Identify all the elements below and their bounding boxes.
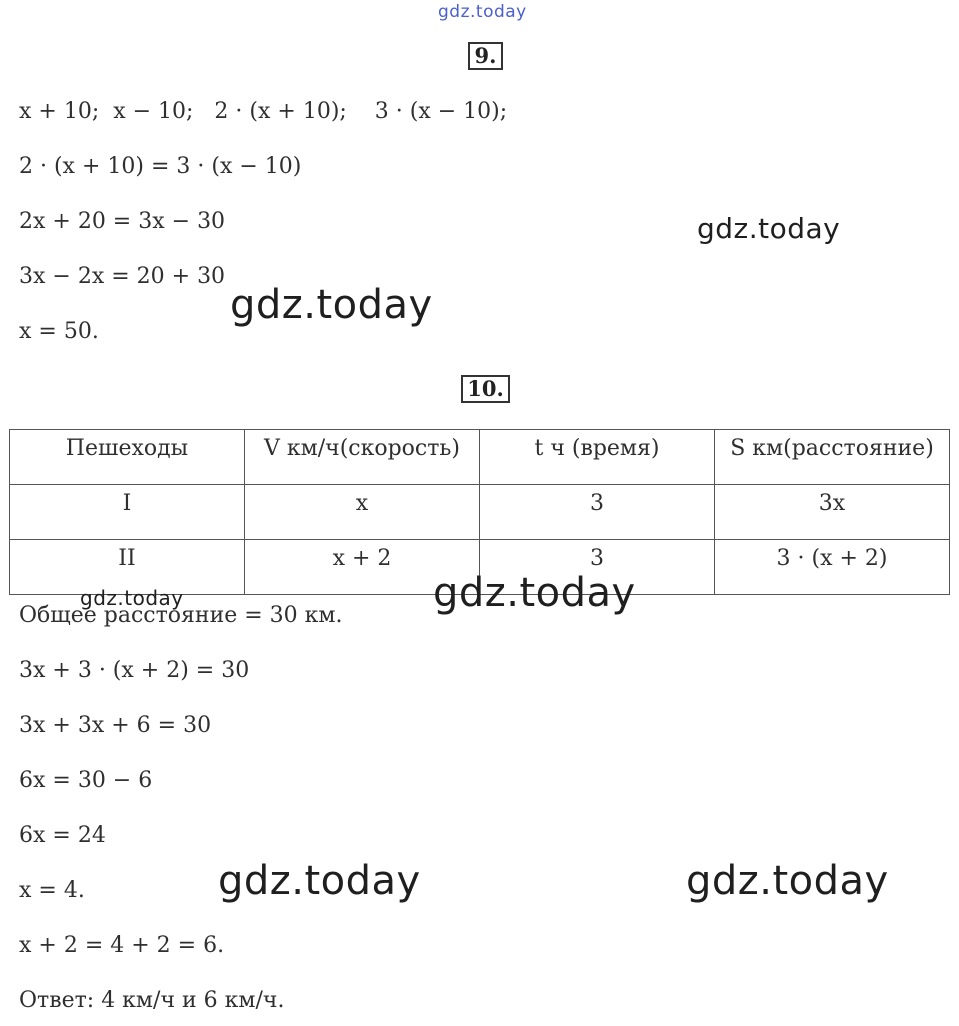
task-10-line-1: Общее расстояние = 30 км. — [19, 603, 343, 628]
watermark-3: gdz.today — [80, 586, 184, 610]
watermark-6: gdz.today — [686, 858, 889, 904]
table-cell: 3 — [480, 485, 715, 540]
watermark-2: gdz.today — [230, 282, 433, 328]
task-9-line-3: 2x + 20 = 3x − 30 — [19, 209, 226, 234]
table-cell: x — [245, 485, 480, 540]
task-10-answer: Ответ: 4 км/ч и 6 км/ч. — [19, 988, 285, 1013]
task-9-line-4: 3x − 2x = 20 + 30 — [19, 264, 226, 289]
table-cell: 3 · (x + 2) — [715, 540, 950, 595]
task-10-line-4: 6x = 30 − 6 — [19, 768, 153, 793]
watermark-4: gdz.today — [433, 570, 636, 616]
table-cell: II — [10, 540, 245, 595]
task-10-line-7: x + 2 = 4 + 2 = 6. — [19, 933, 225, 958]
watermark-1: gdz.today — [697, 212, 841, 245]
table-header-row — [10, 430, 950, 485]
task-9-line-1: x + 10; x − 10; 2 · (x + 10); 3 · (x − 10); — [19, 99, 508, 124]
task-10-line-5: 6x = 24 — [19, 823, 106, 848]
table-header-cell: t ч (время) — [480, 430, 715, 485]
table-header-cell: S км(расстояние) — [715, 430, 950, 485]
table-cell: 3x — [715, 485, 950, 540]
watermark-5: gdz.today — [218, 858, 421, 904]
task-9-line-2: 2 · (x + 10) = 3 · (x − 10) — [19, 154, 302, 179]
table-cell: 3 — [480, 540, 715, 595]
table-cell: x + 2 — [245, 540, 480, 595]
watermark-top: gdz.today — [438, 2, 527, 22]
task-10-line-6: x = 4. — [19, 878, 85, 903]
task-9-line-5: x = 50. — [19, 319, 99, 344]
table-header-cell: V км/ч(скорость) — [245, 430, 480, 485]
task-9-number: 9. — [468, 42, 503, 70]
table-header-cell: Пешеходы — [10, 430, 245, 485]
task-10-line-3: 3x + 3x + 6 = 30 — [19, 713, 212, 738]
table-cell: I — [10, 485, 245, 540]
task-10-number: 10. — [461, 375, 510, 403]
table-row — [10, 485, 950, 540]
task-10-line-2: 3x + 3 · (x + 2) = 30 — [19, 658, 250, 683]
